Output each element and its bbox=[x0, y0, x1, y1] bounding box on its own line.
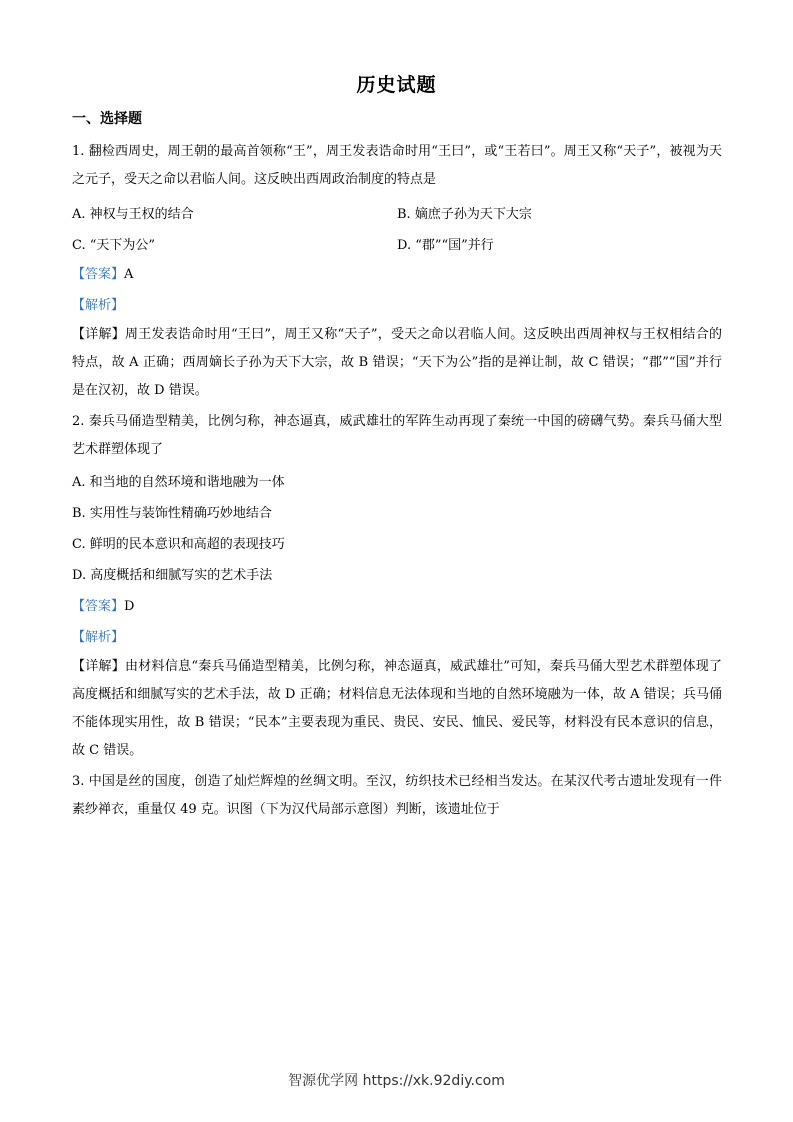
q1-option-b: B. 嫡庶子孙为天下大宗 bbox=[397, 207, 532, 222]
q1-option-d: D. “郡”“国”并行 bbox=[397, 238, 494, 253]
page-title: 历史试题 bbox=[356, 74, 437, 96]
q1-options-row-2 bbox=[72, 228, 722, 259]
q1-analysis-tag: 【解析】 bbox=[72, 298, 125, 313]
answer-value: D bbox=[124, 599, 135, 614]
answer-tag: 【答案】 bbox=[72, 267, 125, 282]
section-heading: 一、选择题 bbox=[72, 111, 142, 127]
q2-option-a: A. 和当地的自然环境和谐地融为一体 bbox=[72, 475, 285, 490]
q2-option-c: C. 鲜明的民本意识和高超的表现技巧 bbox=[72, 537, 285, 552]
q1-stem: 1. 翻检西周史，周王朝的最高首领称“王”，周王发表诰命时用“王曰”，或“王若曰”。周王又称“天子”，被视为天之元子，受天之命以君临人间。这反映出西周政治制度的特点是 bbox=[72, 144, 722, 187]
footer-watermark: 智源优学网 https://xk.92diy.com bbox=[288, 1073, 505, 1089]
q1-answer bbox=[72, 259, 722, 290]
q2-option-d: D. 高度概括和细腻写实的艺术手法 bbox=[72, 568, 273, 583]
q1-detail: 【详解】周王发表诰命时用“王曰”，周王又称“天子”，受天之命以君临人间。这反映出西周神权与王权相结合的特点，故 A 正确；西周嫡长子孙为天下大宗，故 B 错误；“天下为公”指的是禅让制，故 C 错误；“郡”“国”并行是在汉初，故 D 错误。 bbox=[72, 327, 722, 398]
answer-value: A bbox=[124, 267, 134, 282]
q3-stem: 3. 中国是丝的国度，创造了灿烂辉煌的丝绸文明。至汉，纺织技术已经相当发达。在某汉代考古遗址发现有一件素纱禅衣，重量仅 49 克。识图（下为汉代局部示意图）判断，该遗址位于 bbox=[72, 774, 722, 817]
q1-option-c: C. “天下为公” bbox=[72, 238, 156, 253]
questions bbox=[72, 138, 722, 827]
answer-tag: 【答案】 bbox=[72, 599, 125, 614]
q2-option-b: B. 实用性与装饰性精确巧妙地结合 bbox=[72, 506, 272, 521]
q2-analysis-tag: 【解析】 bbox=[72, 630, 125, 645]
q2-stem: 2. 秦兵马俑造型精美，比例匀称，神态逼真，威武雄壮的军阵生动再现了秦统一中国的磅礴气势。秦兵马俑大型艺术群塑体现了 bbox=[72, 414, 722, 457]
q1-options-row-1 bbox=[72, 197, 722, 228]
q2-answer bbox=[72, 591, 722, 622]
q1-option-a: A. 神权与王权的结合 bbox=[72, 207, 194, 222]
q2-detail: 【详解】由材料信息“秦兵马俑造型精美，比例匀称，神态逼真，威武雄壮”可知，秦兵马俑大型艺术群塑体现了高度概括和细腻写实的艺术手法，故 D 正确；材料信息无法体现和当地的自然环境融为一体，故 A 错误；兵马俑不能体现实用性，故 B 错误；“民本”主要表现为重民、贵民、安民、恤民、爱民等，材料没有民本意识的信息，故 C 错误。 bbox=[72, 659, 722, 758]
